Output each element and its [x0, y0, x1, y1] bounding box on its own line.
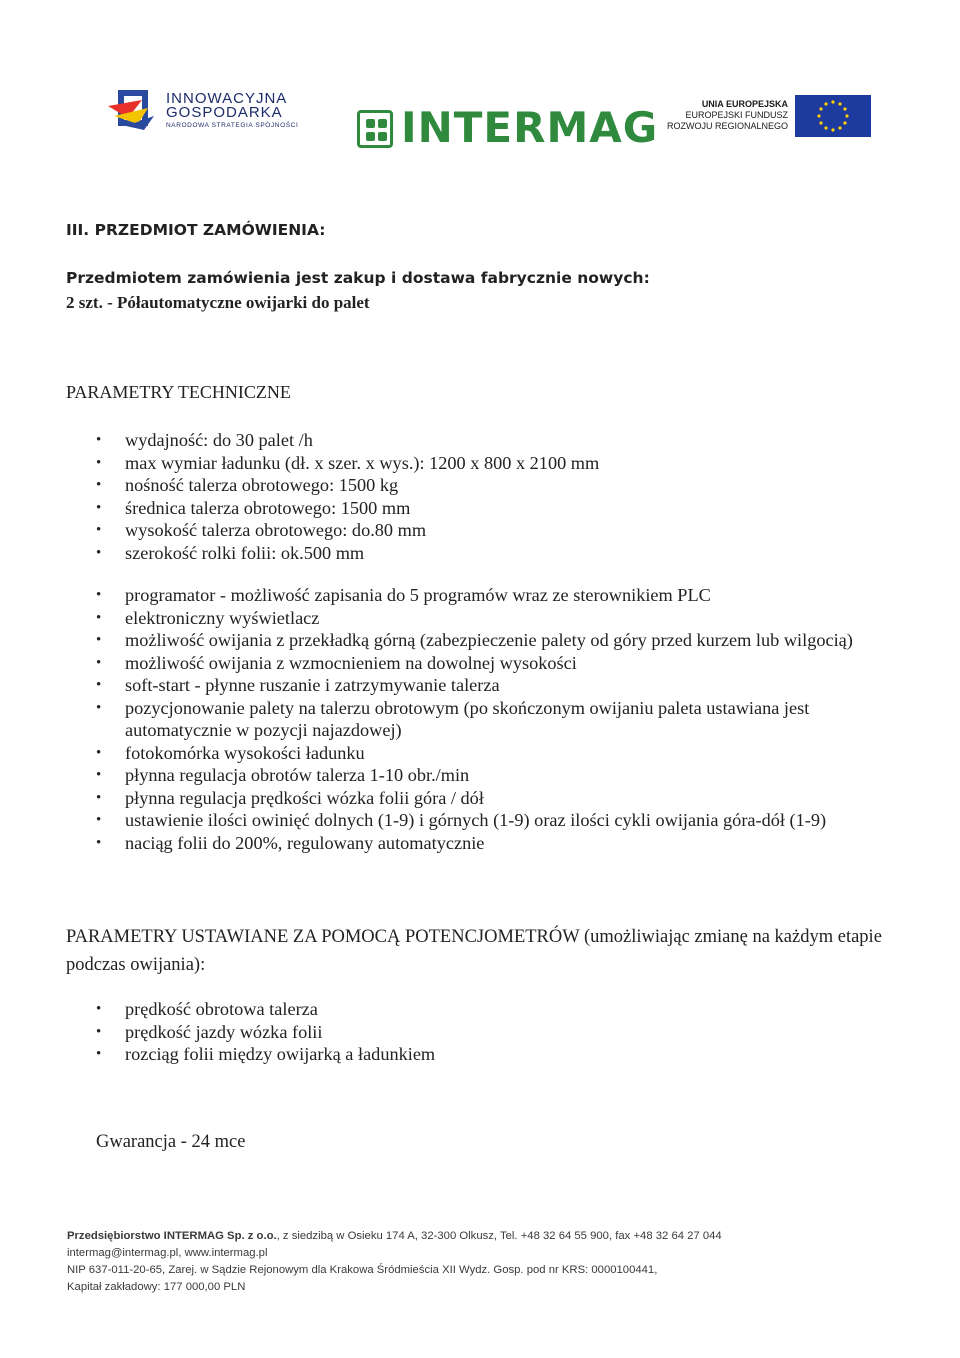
list-item: • programator - możliwość zapisania do 5 programów wraz ze sterownikiem PLC: [96, 584, 916, 607]
ig-logo-line1: INNOWACYJNA: [166, 90, 288, 107]
list-item: • naciąg folii do 200%, regulowany automatycznie: [96, 832, 916, 855]
list-item: • średnica talerza obrotowego: 1500 mm: [96, 497, 599, 520]
innowacyjna-gospodarka-logo: [108, 86, 348, 136]
list-item: • szerokość rolki folii: ok.500 mm: [96, 542, 599, 565]
tech-params-title: PARAMETRY TECHNICZNE: [66, 382, 291, 402]
eu-flag-icon: [795, 95, 871, 137]
order-subject: 2 szt. - Półautomatyczne owijarki do palet: [66, 293, 370, 312]
intermag-logo: [357, 103, 659, 154]
list-item: • prędkość jazdy wózka folii: [96, 1021, 435, 1044]
warranty-text: Gwarancja - 24 mce: [96, 1132, 246, 1152]
intro-text: Przedmiotem zamówienia jest zakup i dostawa fabrycznie nowych:: [66, 269, 650, 287]
eu-fund-label: [667, 99, 788, 132]
eu-label-line1: UNIA EUROPEJSKA: [701, 99, 788, 109]
potentiometer-params-list: [96, 998, 435, 1066]
list-item: • ustawienie ilości owinięć dolnych (1-9) i górnych (1-9) oraz ilości cykli owijania góra-dół (1-9): [96, 809, 916, 832]
features-list: [96, 584, 916, 854]
ig-logo-line2: GOSPODARKA: [166, 104, 283, 121]
eu-label-line2: EUROPEJSKI FUNDUSZ: [685, 110, 788, 120]
footer-company-name: Przedsiębiorstwo INTERMAG Sp. z o.o.: [67, 1230, 277, 1242]
footer-address: , z siedzibą w Osieku 174 A, 32-300 Olkusz, Tel. +48 32 64 55 900, fax +48 32 64 27 044: [276, 1230, 722, 1242]
footer-contact: intermag@intermag.pl, www.intermag.pl: [67, 1247, 268, 1259]
potentiometer-params-title: PARAMETRY USTAWIANE ZA POMOCĄ POTENCJOMETRÓW (umożliwiając zmianę na każdym etapie podczas owijania):: [66, 927, 882, 975]
intermag-logo-text: INTERMAG: [401, 103, 659, 152]
innowacyjna-gospodarka-emblem-icon: [108, 86, 160, 132]
eu-label-line3: ROZWOJU REGIONALNEGO: [666, 121, 788, 131]
list-item: • wydajność: do 30 palet /h: [96, 429, 599, 452]
company-footer: [67, 1228, 927, 1296]
list-item: • elektroniczny wyświetlacz: [96, 607, 916, 630]
list-item: • prędkość obrotowa talerza: [96, 998, 435, 1021]
list-item: • płynna regulacja obrotów talerza 1-10 obr./min: [96, 764, 916, 787]
list-item: • soft-start - płynne ruszanie i zatrzymywanie talerza: [96, 674, 916, 697]
list-item: • płynna regulacja prędkości wózka folii góra / dół: [96, 787, 916, 810]
intermag-emblem-icon: [357, 110, 393, 148]
list-item: • nośność talerza obrotowego: 1500 kg: [96, 474, 599, 497]
list-item: • możliwość owijania z przekładką górną (zabezpieczenie palety od góry przed kurzem lub wilgocią): [96, 629, 916, 652]
footer-capital: Kapitał zakładowy: 177 000,00 PLN: [67, 1281, 246, 1293]
list-item: • rozciąg folii między owijarką a ładunkiem: [96, 1043, 435, 1066]
footer-line1: [67, 1228, 927, 1245]
list-item: • fotokomórka wysokości ładunku: [96, 742, 916, 765]
list-item: • wysokość talerza obrotowego: do.80 mm: [96, 519, 599, 542]
section-heading: III. PRZEDMIOT ZAMÓWIENIA:: [66, 221, 326, 239]
list-item: • max wymiar ładunku (dł. x szer. x wys.): 1200 x 800 x 2100 mm: [96, 452, 599, 475]
footer-registration: NIP 637-011-20-65, Zarej. w Sądzie Rejonowym dla Krakowa Śródmieścia XII Wydz. Gosp. pod nr KRS: 0000100441,: [67, 1264, 658, 1276]
list-item: • możliwość owijania z wzmocnieniem na dowolnej wysokości: [96, 652, 916, 675]
list-item: • pozycjonowanie palety na talerzu obrotowym (po skończonym owijaniu paleta ustawiana jest automatycznie w pozycji najazdowej): [96, 697, 916, 742]
tech-params-list: [96, 429, 599, 564]
ig-logo-line3: NARODOWA STRATEGIA SPÓJNOŚCI: [166, 122, 299, 129]
